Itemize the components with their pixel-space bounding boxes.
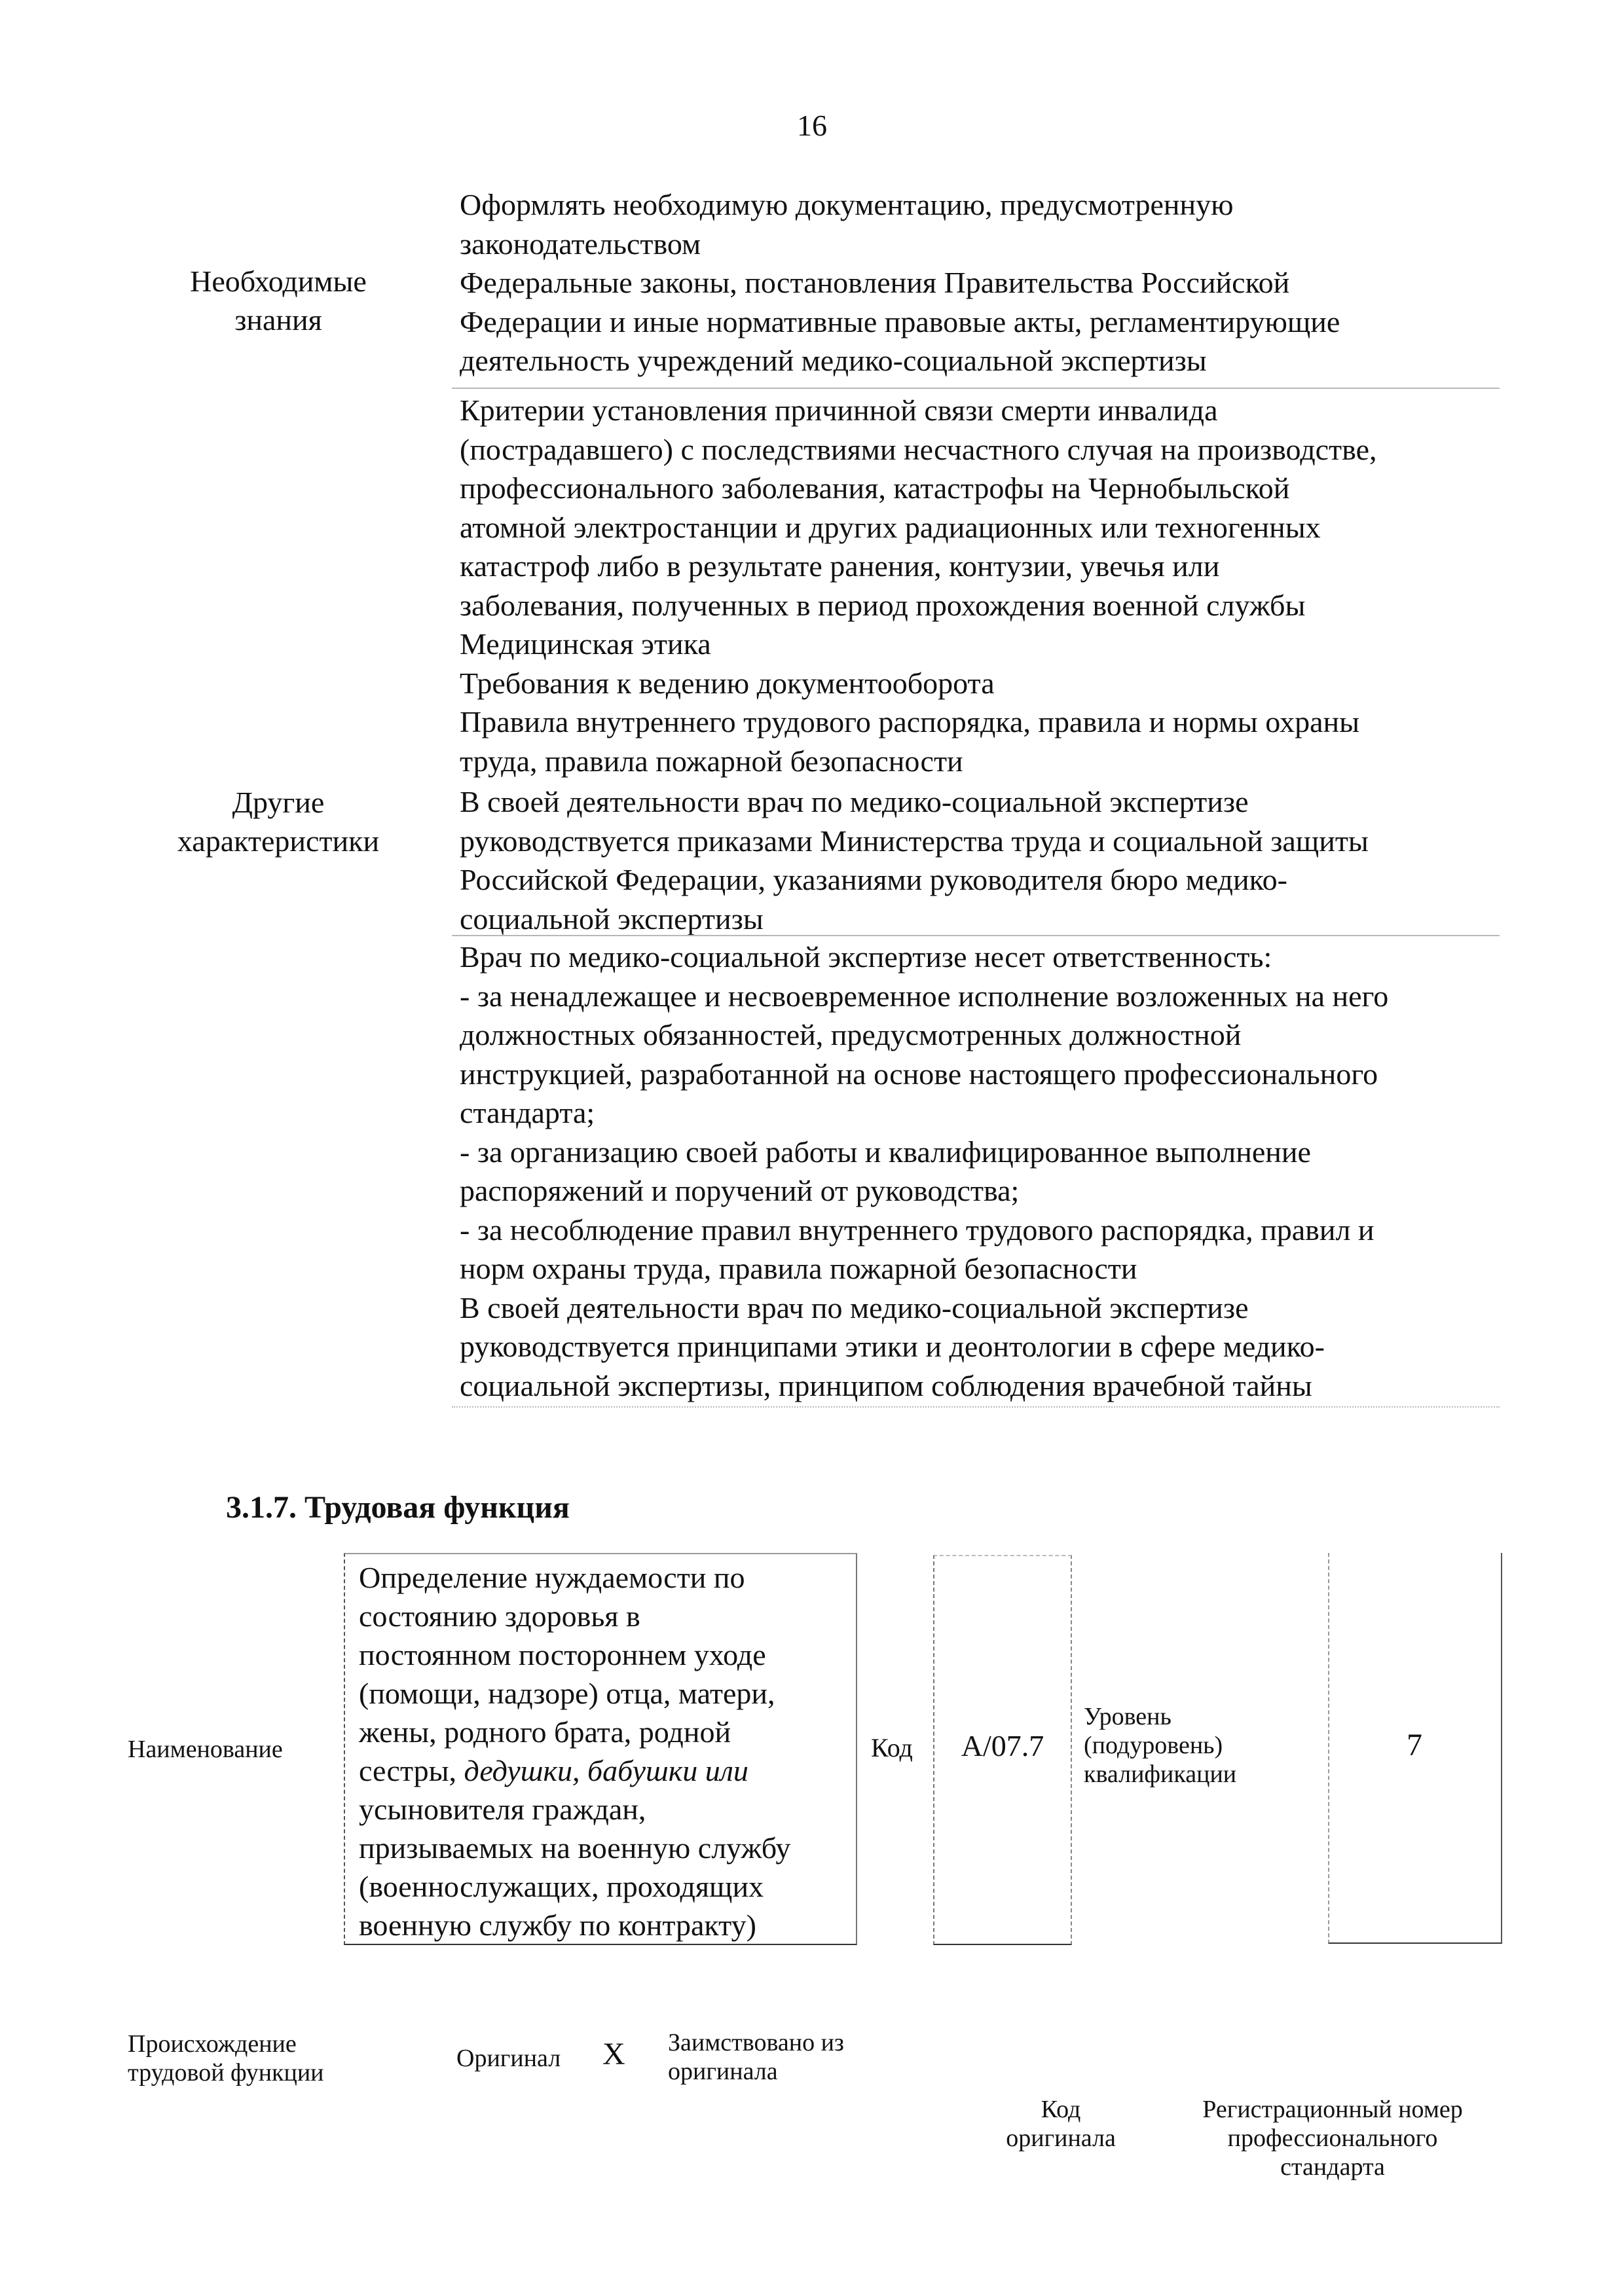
label-other-characteristics bbox=[170, 783, 386, 860]
level-label bbox=[1084, 1702, 1236, 1789]
name-line: состоянию здоровья в bbox=[359, 1599, 640, 1633]
original-label: Оригинал bbox=[456, 2045, 561, 2072]
text-line: - за несоблюдение правил внутреннего трудового распорядка, правил и bbox=[460, 1212, 1375, 1247]
label-line: Необходимые bbox=[190, 264, 367, 298]
row-4-text bbox=[460, 938, 1501, 1405]
name-line: (военнослужащих, проходящих bbox=[359, 1870, 764, 1903]
label-line: характеристики bbox=[177, 824, 380, 858]
origin-label-line: трудовой функции bbox=[128, 2059, 324, 2086]
text-line: норм охраны труда, правила пожарной безопасности bbox=[460, 1252, 1137, 1285]
text-line: В своей деятельности врач по медико-социальной экспертизе bbox=[460, 1290, 1249, 1324]
name-line: постоянном постороннем уходе bbox=[359, 1638, 766, 1671]
origin-label bbox=[128, 2030, 324, 2087]
text-line: инструкцией, разработанной на основе настоящего профессионального bbox=[460, 1057, 1378, 1091]
original-mark: X bbox=[602, 2037, 625, 2071]
code-original-line: оригинала bbox=[1006, 2124, 1116, 2152]
name-line: Определение нуждаемости по bbox=[359, 1561, 745, 1594]
code-original-label bbox=[989, 2095, 1133, 2153]
text-line: деятельность учреждений медико-социальной экспертизы bbox=[460, 344, 1207, 377]
name-line bbox=[359, 1751, 790, 1790]
text-line: Требования к ведению документооборота bbox=[460, 666, 995, 700]
level-value: 7 bbox=[1407, 1728, 1422, 1762]
text-line: Правила внутреннего трудового распорядка, правила и нормы охраны bbox=[460, 705, 1360, 738]
level-label-line: Уровень bbox=[1084, 1703, 1172, 1730]
borrowed-line: Заимствовано из bbox=[668, 2029, 844, 2056]
label-necessary-knowledge bbox=[170, 262, 386, 339]
reg-number-line: Регистрационный номер bbox=[1202, 2096, 1463, 2123]
label-line: знания bbox=[234, 303, 322, 337]
level-label-line: квалификации bbox=[1084, 1760, 1237, 1788]
text-line: заболевания, полученных в период прохождения военной службы bbox=[460, 588, 1306, 622]
text-line: Оформлять необходимую документацию, предусмотренную bbox=[460, 188, 1234, 221]
borrowed-label bbox=[668, 2028, 844, 2086]
text-line: должностных обязанностей, предусмотренных должностной bbox=[460, 1018, 1242, 1051]
name-line: жены, родного брата, родной bbox=[359, 1715, 731, 1749]
text-line: законодательством bbox=[460, 227, 701, 261]
text-line: (пострадавшего) с последствиями несчастного случая на производстве, bbox=[460, 432, 1377, 466]
row-0-text bbox=[460, 185, 1501, 263]
registration-number-label bbox=[1179, 2095, 1486, 2181]
text-line: профессионального заболевания, катастрофы на Чернобыльской bbox=[460, 471, 1290, 505]
text-line: атомной электростанции и других радиационных или техногенных bbox=[460, 510, 1321, 544]
name-line-plain: сестры, bbox=[359, 1754, 464, 1787]
page-number: 16 bbox=[797, 109, 827, 142]
name-line: усыновителя граждан, bbox=[359, 1793, 646, 1826]
name-label: Наименование bbox=[128, 1736, 283, 1763]
text-line: Российской Федерации, указаниями руководителя бюро медико- bbox=[460, 863, 1287, 896]
text-line: - за ненадлежащее и несвоевременное исполнение возложенных на него bbox=[460, 979, 1389, 1013]
row-separator bbox=[452, 388, 1500, 389]
label-line: Другие bbox=[232, 786, 325, 819]
text-line: Врач по медико-социальной экспертизе несет ответственность: bbox=[460, 940, 1272, 974]
borrowed-line: оригинала bbox=[668, 2058, 778, 2085]
text-line: - за организацию своей работы и квалифицированное выполнение bbox=[460, 1135, 1311, 1169]
reg-number-line: профессионального bbox=[1227, 2124, 1438, 2152]
function-name-text bbox=[359, 1558, 790, 1944]
text-line: В своей деятельности врач по медико-социальной экспертизе bbox=[460, 785, 1249, 818]
text-line: Федерации и иные нормативные правовые акты, регламентирующие bbox=[460, 304, 1340, 338]
text-line: Федеральные законы, постановления Правительства Российской bbox=[460, 266, 1290, 299]
table-bottom-border bbox=[452, 1406, 1500, 1408]
code-original-line: Код bbox=[1041, 2096, 1081, 2123]
text-line: социальной экспертизы bbox=[460, 902, 764, 936]
reg-number-line: стандарта bbox=[1280, 2153, 1385, 2181]
origin-label-line: Происхождение bbox=[128, 2030, 297, 2058]
name-line: призываемых на военную службу bbox=[359, 1831, 791, 1865]
text-line: Критерии установления причинной связи смерти инвалида bbox=[460, 393, 1218, 427]
section-title: 3.1.7. Трудовая функция bbox=[226, 1490, 570, 1525]
text-line: руководствуется принципами этики и деонтологии в сфере медико- bbox=[460, 1330, 1325, 1363]
text-line: социальной экспертизы, принципом соблюдения врачебной тайны bbox=[460, 1368, 1312, 1402]
row-separator bbox=[452, 935, 1500, 936]
text-line: стандарта; bbox=[460, 1096, 595, 1129]
text-line: распоряжений и поручений от руководства; bbox=[460, 1174, 1020, 1207]
code-label: Код bbox=[871, 1733, 913, 1762]
text-line: Медицинская этика bbox=[460, 627, 711, 661]
row-3-text bbox=[460, 782, 1501, 938]
text-line: труда, правила пожарной безопасности bbox=[460, 744, 963, 778]
name-line: военную службу по контракту) bbox=[359, 1908, 756, 1942]
text-line: руководствуется приказами Министерства труда и социальной защиты bbox=[460, 824, 1369, 858]
level-label-line: (подуровень) bbox=[1084, 1732, 1223, 1759]
code-value: A/07.7 bbox=[961, 1729, 1044, 1762]
text-line: катастроф либо в результате ранения, контузии, увечья или bbox=[460, 549, 1220, 583]
name-line-italic: дедушки, бабушки или bbox=[464, 1754, 748, 1787]
row-1-text bbox=[460, 263, 1501, 380]
name-line: (помощи, надзоре) отца, матери, bbox=[359, 1677, 775, 1710]
row-2-text bbox=[460, 391, 1501, 780]
